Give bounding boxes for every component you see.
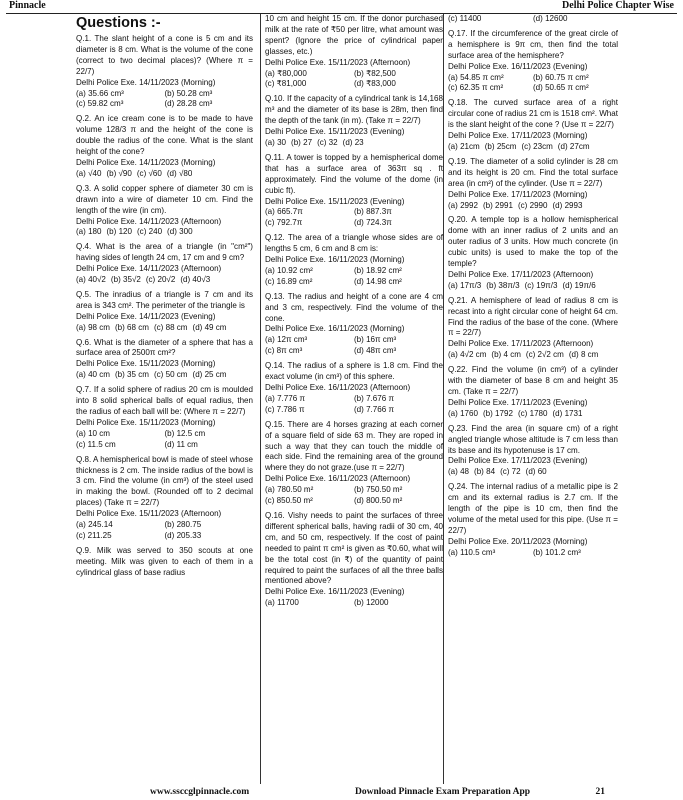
exam-source: Delhi Police Exe. 16/11/2023 (Evening) [448,61,588,71]
answer-option: (a) 54.85 π cm² [448,72,504,82]
exam-source: Delhi Police Exe. 14/11/2023 (Afternoon) [76,216,222,226]
answer-option: (c) 792.7π [265,218,303,228]
answer-options [76,520,253,542]
question-block [448,157,618,212]
answer-option: (d) 28.28 cm³ [164,99,213,109]
question-block [265,292,443,357]
question-text: Q.19. The diameter of a solid cylinder is 28 cm and its height is 20 cm. Find the total surface area (in cm²) of the cylinder. (Use π = 22/7) [448,156,618,188]
answer-option: (c) 50 cm [153,370,188,380]
answer-options [265,598,443,609]
answer-option: (b) 68 cm [114,322,149,332]
answer-option: (b) 27 [291,137,313,147]
question-block [448,365,618,420]
answer-options [448,201,618,212]
exam-source: Delhi Police Exe. 16/11/2023 (Morning) [265,324,405,334]
exam-source: Delhi Police Exe. 17/11/2023 (Afternoon) [448,339,594,349]
exam-source: Delhi Police Exe. 15/11/2023 (Morning) [76,359,216,369]
question-block [265,94,443,149]
answer-option: (b) 35√2 [110,275,141,285]
answer-options [448,142,618,153]
page-title: Questions :- [76,15,161,31]
exam-source: Delhi Police Exe. 15/11/2023 (Morning) [76,417,216,427]
answer-options [265,394,443,416]
question-text: Q.18. The curved surface area of a right circular cone of radius 21 cm is 1518 cm². What is the slant height of the cone ? (Use π = 22/7) [448,98,618,130]
answer-option: (c) 59.82 cm³ [76,99,124,109]
answer-option: (c) 16.89 cm² [265,276,313,286]
answer-option: (a) 11700 [265,598,299,608]
answer-option: (a) 1760 [448,408,478,418]
answer-option: (d) 800.50 m² [354,496,403,506]
answer-option: (a) 40 cm [76,370,110,380]
answer-option: (d) 48π cm³ [354,346,397,356]
exam-source: Delhi Police Exe. 15/11/2023 (Evening) [265,127,405,137]
question-block [76,455,253,542]
question-block [76,338,253,382]
answer-option: (d) 12600 [533,14,568,23]
question-block [265,420,443,507]
question-block [448,482,618,558]
exam-source: Delhi Police Exe. 17/11/2023 (Evening) [448,456,588,466]
answer-option: (c) 72 [500,467,521,477]
answer-option: (a) 12π cm³ [265,335,308,345]
question-block [265,153,443,229]
exam-source: Delhi Police Exe. 17/11/2023 (Afternoon) [448,269,594,279]
question-text: Q.11. A tower is topped by a hemispherical dome that has a surface area of 363π sq . ft approximately. Find the volume of the dome (in cubic ft). [265,152,443,195]
answer-option: (a) 40√2 [76,275,106,285]
answer-option: (b) 50.28 cm³ [164,88,213,98]
answer-option: (a) 665.7π [265,207,303,217]
answer-option: (a) 10 cm [76,428,110,438]
answer-option: (b) 38π/3 [486,280,520,290]
answer-options [76,227,253,238]
answer-options [76,89,253,111]
answer-option: (b) 101.2 cm³ [533,547,581,557]
answer-options [448,409,618,420]
answer-option: (d) √80 [166,168,193,178]
answer-option: (d) 205.33 [164,530,202,540]
question-text: Q.5. The inradius of a triangle is 7 cm and its area is 343 cm². The perimeter of the triangle is [76,289,253,310]
answer-option: (d) 8 cm [568,350,599,360]
exam-source: Delhi Police Exe. 15/11/2023 (Afternoon) [265,57,411,67]
answer-option: (b) 25cm [484,141,517,151]
answer-option: (c) 7.786 π [265,404,305,414]
answer-option: (b) 7.676 π [354,393,394,403]
question-text: Q.23. Find the area (in square cm) of a right angled triangle whose altitude is 7 cm less than its base and its hypotenuse is 17 cm. [448,423,618,455]
question-text: Q.13. The radius and height of a cone are 4 cm and 3 cm, respectively. Find the volume of the cone. [265,291,443,323]
answer-option: (c) 211.25 [76,530,112,540]
exam-source: Delhi Police Exe. 17/11/2023 (Morning) [448,131,588,141]
answer-option: (c) 2990 [517,200,548,210]
exam-source: Delhi Police Exe. 15/11/2023 (Afternoon) [76,509,222,519]
question-text: Q.24. The internal radius of a metallic pipe is 2 cm and its external radius is 2.7 cm. If the length of the pipe is 10 cm, then find the volume of the metal used for this pipe. (Use π = 22/7) [448,482,618,535]
exam-source: Delhi Police Exe. 17/11/2023 (Morning) [448,189,588,199]
question-text: 10 cm and height 15 cm. If the donor purchased milk at the rate of ₹50 per litre, what amount was spent? (Ignore the price of cylindrical paper glasses, etc.) [265,14,443,56]
question-text: Q.21. A hemisphere of lead of radius 8 cm is recast into a right circular cone of height 64 cm. Find the radius of the base of the cone. (Where π = 22/7) [448,295,618,338]
answer-option: (d) 27cm [557,141,590,151]
answer-option: (a) 35.66 cm³ [76,88,124,98]
footer-app-promo: Download Pinnacle Exam Preparation App [355,787,531,797]
answer-option: (c) 32 [317,137,338,147]
answer-options [76,275,253,286]
exam-source: Delhi Police Exe. 20/11/2023 (Morning) [448,536,588,546]
column-3-questions [448,14,618,559]
exam-source: Delhi Police Exe. 16/11/2023 (Afternoon) [265,474,411,484]
answer-option: (a) 7.776 π [265,393,305,403]
question-text: Q.2. An ice cream cone is to be made to have volume 128/3 π and the height of the cone is double the radius of the cone. What is the slant height of the cone? [76,114,253,157]
answer-options [76,169,253,180]
answer-option: (b) 280.75 [164,520,202,530]
exam-source: Delhi Police Exe. 16/11/2023 (Evening) [265,587,405,597]
answer-option: (a) 2992 [448,200,478,210]
question-text: Q.14. The radius of a sphere is 1.8 cm. Find the exact volume (in cm³) of this sphere. [265,361,443,382]
question-text: Q.16. Vishy needs to paint the surfaces of three different spherical balls, having radii of 30 cm, 40 cm, and 50 cm, respectively. If the cost of paint needed to paint π cm² is given as ₹0.60, what will be the total cost (in ₹) of the quantity of paint required to paint the surfaces of all the three balls mentioned above? [265,510,443,586]
answer-option: (b) √90 [106,168,132,178]
column-1-questions [76,34,253,579]
question-block [448,424,618,479]
answer-option: (b) 84 [474,467,496,477]
header-brand: Pinnacle [9,0,46,11]
answer-option: (b) 1792 [482,408,513,418]
answer-options [265,335,443,357]
answer-option: (a) 21cm [448,141,480,151]
answer-option: (b) 2991 [482,200,513,210]
question-text: Q.15. There are 4 horses grazing at each corner of a square field of side 63 m. They are roped in such a way that they can touch the middle of each side. Find the remaining area of the ground where they do not graze.(use π = 22/7) [265,419,443,473]
question-block [76,34,253,110]
question-text: Q.10. If the capacity of a cylindrical tank is 14,168 m³ and the diameter of its base is 28m, then find the depth of the tank (in m). (Take π = 22/7) [265,94,443,126]
question-text: Q.17. If the circumference of the great circle of a hemisphere is 9π cm, then find the total surface area of the hemisphere? [448,28,618,60]
answer-option: (d) 2993 [552,200,583,210]
answer-option: (d) ₹83,000 [354,79,396,89]
answer-option: (d) 40√3 [180,275,211,285]
answer-option: (a) 180 [76,227,102,237]
answer-option: (a) 4√2 cm [448,350,487,360]
answer-option: (a) 245.14 [76,520,113,530]
exam-source: Delhi Police Exe. 16/11/2023 (Afternoon) [265,383,411,392]
answer-option: (b) ₹82,500 [354,68,396,78]
answer-options [265,485,443,507]
question-block [76,242,253,286]
answer-option: (c) 1780 [517,408,548,418]
question-text: Q.1. The slant height of a cone is 5 cm and its diameter is 8 cm. What is the volume of the cone (correct to two decimal places)? (Where π = 22/7) [76,34,253,76]
answer-option: (c) 240 [137,227,163,237]
answer-option: (b) 120 [106,227,132,237]
question-text: Q.3. A solid copper sphere of diameter 30 cm is drawn into a wire of diameter 10 cm. Find the length of the wire (in cm). [76,183,253,215]
answer-options [448,350,618,361]
answer-option: (c) √60 [136,168,162,178]
answer-option: (b) 16π cm³ [354,335,397,345]
answer-option: (c) 62.35 π cm² [448,83,504,93]
question-block [76,114,253,179]
question-text: Q.12. The area of a triangle whose sides are of lengths 5 cm, 6 cm and 8 cm is: [265,233,443,254]
exam-source: Delhi Police Exe. 15/11/2023 (Evening) [265,196,405,206]
answer-options [448,14,618,25]
page-header [6,0,677,14]
question-text: Q.8. A hemispherical bowl is made of steel whose thickness is 2 cm. The inside radius of the bowl is 3 cm. Find the volume (in cm³) of the steel used in making the bowl. (Rounded off to 2 decimal places) (Take π = 22/7) [76,454,253,508]
answer-option: (c) 88 cm [153,322,188,332]
exam-source: Delhi Police Exe. 14/11/2023 (Morning) [76,157,216,167]
answer-option: (d) 300 [167,227,193,237]
question-block [265,511,443,609]
question-text: Q.6. What is the diameter of a sphere that has a surface area of 2500π cm²? [76,337,253,358]
question-block [76,546,253,579]
answer-option: (b) 12000 [354,598,389,608]
answer-option: (c) 23cm [521,141,553,151]
header-chapter: Delhi Police Chapter Wise [562,0,674,11]
answer-option: (d) 1731 [552,408,583,418]
answer-option: (b) 60.75 π cm² [533,72,589,82]
question-block [76,385,253,450]
column-2 [260,14,443,784]
column-1 [76,14,253,784]
page-footer [0,784,683,800]
answer-option: (c) 20√2 [145,275,176,285]
answer-options [265,138,443,149]
answer-option: (b) 12.5 cm [164,428,206,438]
answer-option: (a) 30 [265,137,287,147]
answer-option: (a) 98 cm [76,322,110,332]
answer-options [76,370,253,381]
answer-options [448,281,618,292]
question-text: Q.22. Find the volume (in cm³) of a cylinder with the diameter of base 8 cm and height 35 cm. (Take π = 22/7) [448,365,618,396]
question-block [265,233,443,288]
answer-options [265,266,443,288]
answer-option: (d) 11 cm [164,439,198,449]
column-2-questions [265,14,443,609]
exam-source: Delhi Police Exe. 14/11/2023 (Morning) [76,77,216,87]
question-block [448,98,618,153]
answer-option: (c) 850.50 m² [265,496,313,506]
question-block [448,215,618,291]
question-block [265,14,443,90]
answer-option: (d) 50.65 π cm² [533,83,589,93]
exam-source: Delhi Police Exe. 14/11/2023 (Afternoon) [76,264,222,274]
question-block [76,184,253,239]
answer-options [76,429,253,451]
answer-option: (a) 110.5 cm³ [448,547,496,557]
answer-option: (c) 11.5 cm [76,439,116,449]
answer-option: (a) 10.92 cm² [265,265,313,275]
question-block [448,29,618,94]
answer-option: (a) 780.50 m² [265,485,314,495]
answer-option: (d) 7.766 π [354,404,394,414]
answer-option: (c) ₹81,000 [265,79,307,89]
column-3 [443,14,618,784]
exam-source: Delhi Police Exe. 16/11/2023 (Morning) [265,255,405,265]
answer-option: (c) 19π/3 [524,280,558,290]
answer-options [448,73,618,95]
question-text: Q.4. What is the area of a triangle (in "cm²") having sides of length 24 cm, 17 cm and 9 cm? [76,242,253,263]
answer-option: (a) ₹80,000 [265,68,307,78]
question-text: Q.9. Milk was served to 350 scouts at one meeting. Milk was given to each of them in a cylindrical glass of base radius [76,545,253,577]
question-block [448,296,618,361]
answer-option: (a) 17π/3 [448,280,482,290]
question-block [76,290,253,334]
question-block [448,14,618,25]
answer-option: (b) 35 cm [114,370,149,380]
exam-source: Delhi Police Exe. 17/11/2023 (Evening) [448,397,588,407]
answer-option: (d) 60 [525,467,547,477]
answer-option: (d) 724.3π [354,218,392,228]
answer-option: (d) 23 [342,137,364,147]
answer-option: (c) 2√2 cm [525,350,564,360]
answer-option: (d) 19π/6 [562,280,596,290]
answer-option: (c) 8π cm³ [265,346,303,356]
answer-option: (a) 48 [448,467,470,477]
answer-option: (c) 11400 [448,14,482,23]
question-text: Q.20. A temple top is a hollow hemispherical dome with an inner radius of 2 units and an outer radius of 3 units. How much concrete (in cubic units) is used to make the top of the temple? [448,215,618,269]
answer-option: (d) 14.98 cm² [354,276,402,286]
question-block [265,361,443,416]
answer-option: (b) 750.50 m² [354,485,403,495]
footer-website[interactable]: www.ssccglpinnacle.com [150,787,250,797]
answer-option: (b) 18.92 cm² [354,265,402,275]
answer-option: (d) 49 cm [192,322,227,332]
answer-options [76,323,253,334]
answer-options [265,69,443,91]
answer-option: (a) √40 [76,168,102,178]
answer-option: (b) 887.3π [354,207,392,217]
answer-options [265,207,443,229]
page-number: 21 [595,787,605,797]
answer-options [448,548,618,559]
question-text: Q.7. If a solid sphere of radius 20 cm is moulded into 8 solid spherical balls of equal radius, then the radius of each ball will be: (Where π = 22/7) [76,385,253,416]
answer-option: (b) 4 cm [491,350,521,360]
answer-options [448,467,618,478]
answer-option: (d) 25 cm [192,370,227,380]
exam-source: Delhi Police Exe. 14/11/2023 (Evening) [76,311,216,321]
